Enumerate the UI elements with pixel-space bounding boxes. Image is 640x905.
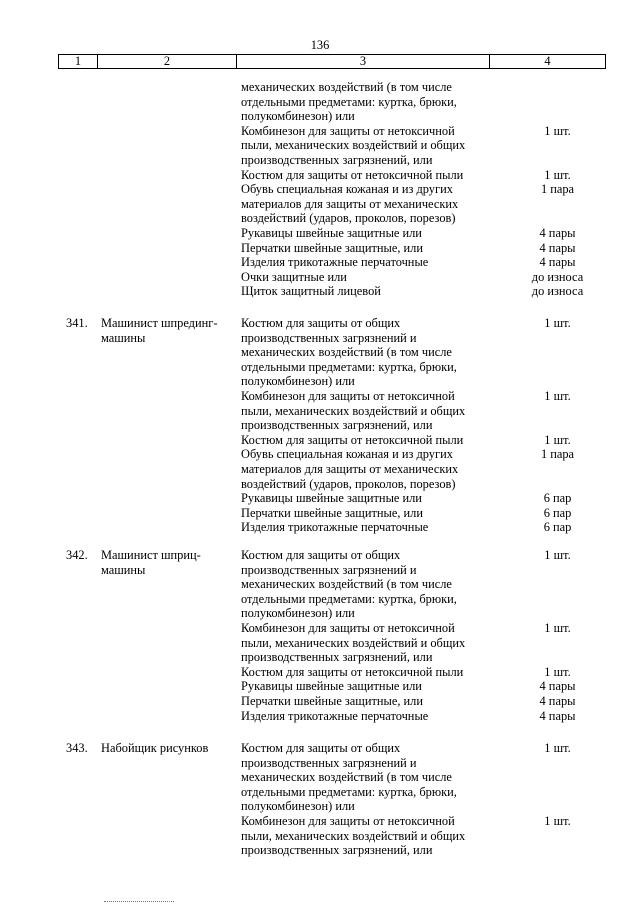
- ppe-item-quantity: 1 шт.: [544, 432, 571, 447]
- list-item: [241, 679, 629, 694]
- ppe-item-name: Комбинезон для защиты от нетоксичной пыли, механических воздействий и общих производственных загрязнений, или: [241, 123, 466, 167]
- ppe-item-quantity: 1 шт.: [544, 548, 571, 562]
- ppe-item-name: Костюм для защиты от нетоксичной пыли: [241, 167, 464, 182]
- ppe-item-name: Костюм для защиты от нетоксичной пыли: [241, 432, 464, 447]
- ppe-item-name: Перчатки швейные защитные, или: [241, 240, 423, 255]
- ppe-item-name: механических воздействий (в том числе отдельными предметами: куртка, брюки, полукомбинезон) или: [241, 80, 457, 124]
- list-item: [241, 506, 629, 521]
- ppe-item-quantity: до износа: [531, 269, 584, 284]
- list-item: [241, 182, 629, 226]
- profession-name: Машинист шпрединг-машины: [101, 316, 218, 345]
- ppe-item-quantity: 1 шт.: [544, 813, 571, 828]
- ppe-item-quantity: 4 пары: [539, 225, 576, 240]
- ppe-item-quantity: 1 шт.: [544, 388, 571, 403]
- ppe-item-quantity: 1 шт.: [544, 664, 571, 679]
- list-item: [241, 447, 629, 491]
- ppe-item-quantity: 4 пары: [539, 240, 576, 255]
- profession-name: Набойщик рисунков: [101, 741, 209, 755]
- ppe-item-name: Рукавицы швейные защитные или: [241, 491, 422, 506]
- ppe-item-name: Щиток защитный лицевой: [241, 284, 381, 299]
- ppe-item-name: Комбинезон для защиты от нетоксичной пыли, механических воздействий и общих производственных загрязнений, или: [241, 620, 466, 665]
- ppe-item-name: Комбинезон для защиты от нетоксичной пыли, механических воздействий и общих производственных загрязнений, или: [241, 813, 466, 858]
- ppe-item-quantity: 1 шт.: [544, 316, 571, 330]
- ppe-list: [241, 741, 629, 858]
- ppe-item-quantity: 1 шт.: [544, 167, 571, 182]
- ppe-item-name: Очки защитные или: [241, 269, 347, 284]
- ppe-list: [241, 316, 629, 535]
- list-item: [241, 814, 629, 858]
- ppe-item-name: Костюм для защиты от общих производственных загрязнений и механических воздействий (в том числе отдельными предметами: куртка, брюки, полукомбинезон) или: [241, 741, 457, 814]
- ppe-item-name: Костюм для защиты от общих производственных загрязнений и механических воздействий (в том числе отдельными предметами: куртка, брюки, полукомбинезон) или: [241, 548, 457, 621]
- ppe-item-quantity: 6 пар: [543, 491, 572, 506]
- ppe-item-quantity: 4 пары: [539, 255, 576, 270]
- ppe-item-name: Изделия трикотажные перчаточные: [241, 520, 429, 535]
- list-item: [241, 709, 629, 724]
- list-item: [241, 284, 629, 299]
- list-item: [241, 226, 629, 241]
- ppe-item-name: Перчатки швейные защитные, или: [241, 693, 423, 708]
- ppe-item-name: Перчатки швейные защитные, или: [241, 505, 423, 520]
- row-number: 342.: [66, 548, 88, 562]
- profession-name: Машинист шприц-машины: [101, 548, 201, 577]
- ppe-list: [241, 80, 629, 299]
- ppe-item-quantity: 1 шт.: [544, 741, 571, 755]
- column-header-3: 3: [237, 55, 490, 68]
- ppe-item-quantity: до износа: [531, 284, 584, 299]
- list-item: [241, 694, 629, 709]
- row-number: 341.: [66, 316, 88, 330]
- ppe-list: [241, 548, 629, 723]
- list-item: [241, 665, 629, 680]
- ppe-item-name: Костюм для защиты от нетоксичной пыли: [241, 664, 464, 679]
- column-header-row: [58, 54, 606, 69]
- list-item: [241, 124, 629, 168]
- ppe-item-name: Обувь специальная кожаная и из других материалов для защиты от механических воздействий (ударов, проколов, порезов): [241, 182, 459, 226]
- list-item: [241, 241, 629, 256]
- list-item: [241, 316, 629, 389]
- column-header-1: 1: [59, 55, 98, 68]
- column-header-2: 2: [98, 55, 237, 68]
- ppe-item-quantity: 4 пары: [539, 708, 576, 723]
- list-item: [241, 433, 629, 448]
- list-item: [241, 270, 629, 285]
- row-number: 343.: [66, 741, 88, 755]
- list-item: [241, 548, 629, 621]
- ppe-item-quantity: 6 пар: [543, 520, 572, 535]
- ppe-item-name: Изделия трикотажные перчаточные: [241, 255, 429, 270]
- ppe-item-quantity: 1 шт.: [544, 123, 571, 138]
- ppe-item-quantity: 6 пар: [543, 505, 572, 520]
- list-item: [241, 520, 629, 535]
- list-item: [241, 621, 629, 665]
- ppe-item-quantity: 1 пара: [540, 182, 575, 197]
- ppe-item-name: Рукавицы швейные защитные или: [241, 225, 422, 240]
- ppe-item-name: Изделия трикотажные перчаточные: [241, 708, 429, 723]
- ppe-item-quantity: 4 пары: [539, 679, 576, 694]
- list-item: [241, 491, 629, 506]
- ppe-item-name: Рукавицы швейные защитные или: [241, 679, 422, 694]
- ppe-item-quantity: 1 пара: [540, 447, 575, 462]
- list-item: [241, 168, 629, 183]
- column-header-4: 4: [544, 54, 551, 68]
- list-item: [241, 389, 629, 433]
- ppe-item-name: Костюм для защиты от общих производственных загрязнений и механических воздействий (в том числе отдельными предметами: куртка, брюки, полукомбинезон) или: [241, 316, 457, 389]
- ppe-item-quantity: 1 шт.: [544, 620, 571, 635]
- footer-rule: [104, 901, 174, 902]
- list-item: [241, 255, 629, 270]
- ppe-item-name: Обувь специальная кожаная и из других материалов для защиты от механических воздействий (ударов, проколов, порезов): [241, 447, 459, 491]
- list-item: [241, 80, 629, 124]
- page-number: 136: [310, 38, 330, 52]
- ppe-item-quantity: 4 пары: [539, 693, 576, 708]
- list-item: [241, 741, 629, 814]
- ppe-item-name: Комбинезон для защиты от нетоксичной пыли, механических воздействий и общих производственных загрязнений, или: [241, 388, 466, 433]
